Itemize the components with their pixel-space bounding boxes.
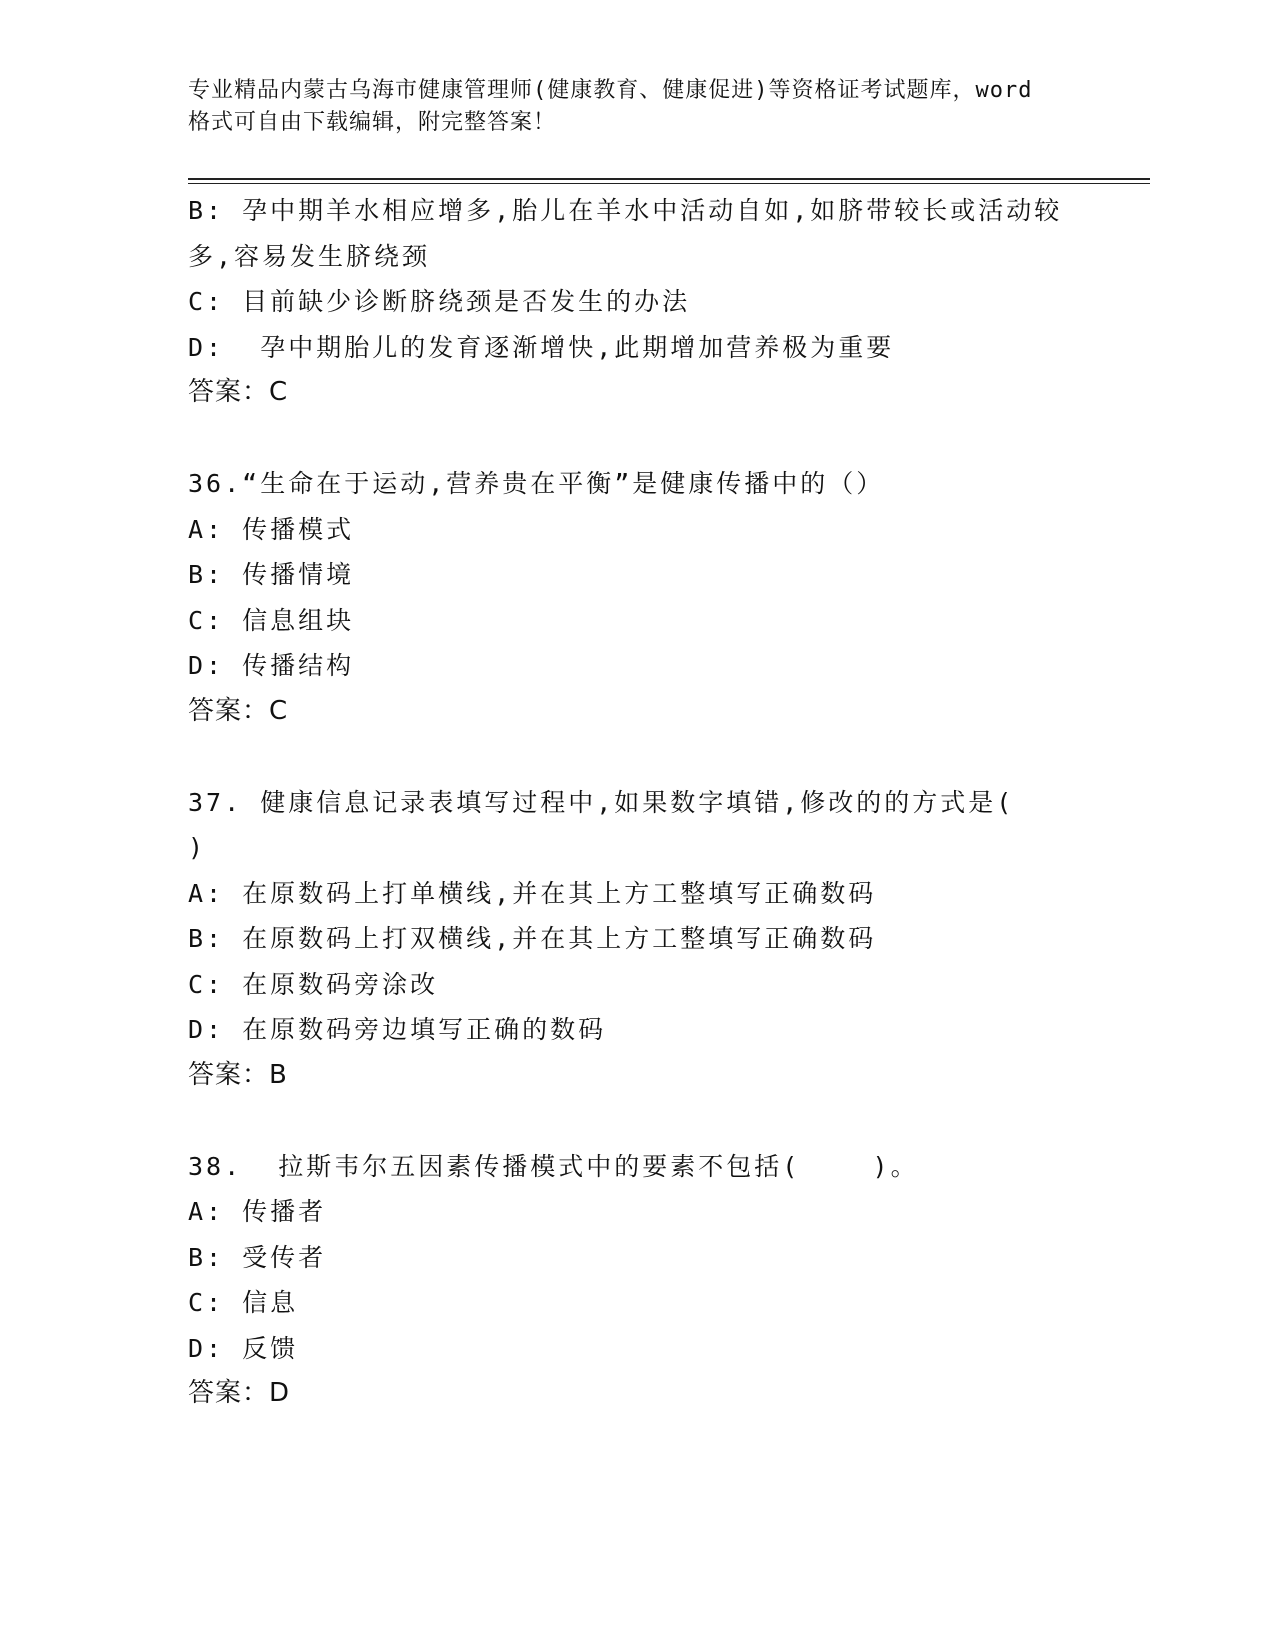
question-37 bbox=[188, 780, 1088, 1099]
spacer bbox=[188, 1098, 1088, 1144]
option-b-continued: 多,容易发生脐绕颈 bbox=[188, 241, 431, 271]
header-divider-thin bbox=[188, 183, 1150, 184]
option-b: B: 孕中期羊水相应增多,胎儿在羊水中活动自如,如脐带较长或活动较 bbox=[188, 196, 1063, 225]
question-stem: 36.“生命在于运动,营养贵在平衡”是健康传播中的（） bbox=[188, 469, 885, 498]
question-stem: 38. 拉斯韦尔五因素传播模式中的要素不包括( )。 bbox=[188, 1151, 919, 1181]
header-line-1: 专业精品内蒙古乌海市健康管理师(健康教育、健康促进)等资格证考试题库，word bbox=[188, 78, 1033, 103]
option-c: C: 信息 bbox=[188, 1288, 299, 1317]
option-d: D: 反馈 bbox=[188, 1333, 299, 1363]
answer-line: 答案：D bbox=[188, 1378, 291, 1408]
answer-line: 答案：C bbox=[188, 695, 289, 726]
question-38 bbox=[188, 1144, 1088, 1417]
question-stem-continued: ) bbox=[188, 833, 207, 862]
option-c: C: 信息组块 bbox=[188, 605, 355, 635]
header-line-2: 格式可自由下载编辑，附完整答案！ bbox=[188, 110, 557, 135]
header-divider-thick bbox=[188, 178, 1150, 180]
option-b: B: 受传者 bbox=[188, 1242, 327, 1272]
option-a: A: 在原数码上打单横线,并在其上方工整填写正确数码 bbox=[188, 878, 877, 908]
document-header bbox=[188, 75, 1088, 139]
option-c: C: 在原数码旁涂改 bbox=[188, 969, 439, 999]
question-35-continued bbox=[188, 188, 1088, 416]
answer-line: 答案：B bbox=[188, 1059, 288, 1090]
question-36 bbox=[188, 461, 1088, 734]
question-stem: 37. 健康信息记录表填写过程中,如果数字填错,修改的的方式是( bbox=[188, 787, 1015, 817]
option-d: D: 传播结构 bbox=[188, 651, 355, 680]
option-d: D: 在原数码旁边填写正确的数码 bbox=[188, 1015, 607, 1044]
spacer bbox=[188, 416, 1088, 462]
option-c: C: 目前缺少诊断脐绕颈是否发生的办法 bbox=[188, 287, 691, 316]
option-a: A: 传播者 bbox=[188, 1197, 327, 1226]
spacer bbox=[188, 734, 1088, 780]
option-b: B: 传播情境 bbox=[188, 560, 355, 589]
option-a: A: 传播模式 bbox=[188, 514, 355, 544]
question-list bbox=[188, 188, 1088, 1417]
answer-line: 答案：C bbox=[188, 377, 289, 407]
option-b: B: 在原数码上打双横线,并在其上方工整填写正确数码 bbox=[188, 924, 877, 953]
option-d: D: 孕中期胎儿的发育逐渐增快,此期增加营养极为重要 bbox=[188, 332, 895, 362]
